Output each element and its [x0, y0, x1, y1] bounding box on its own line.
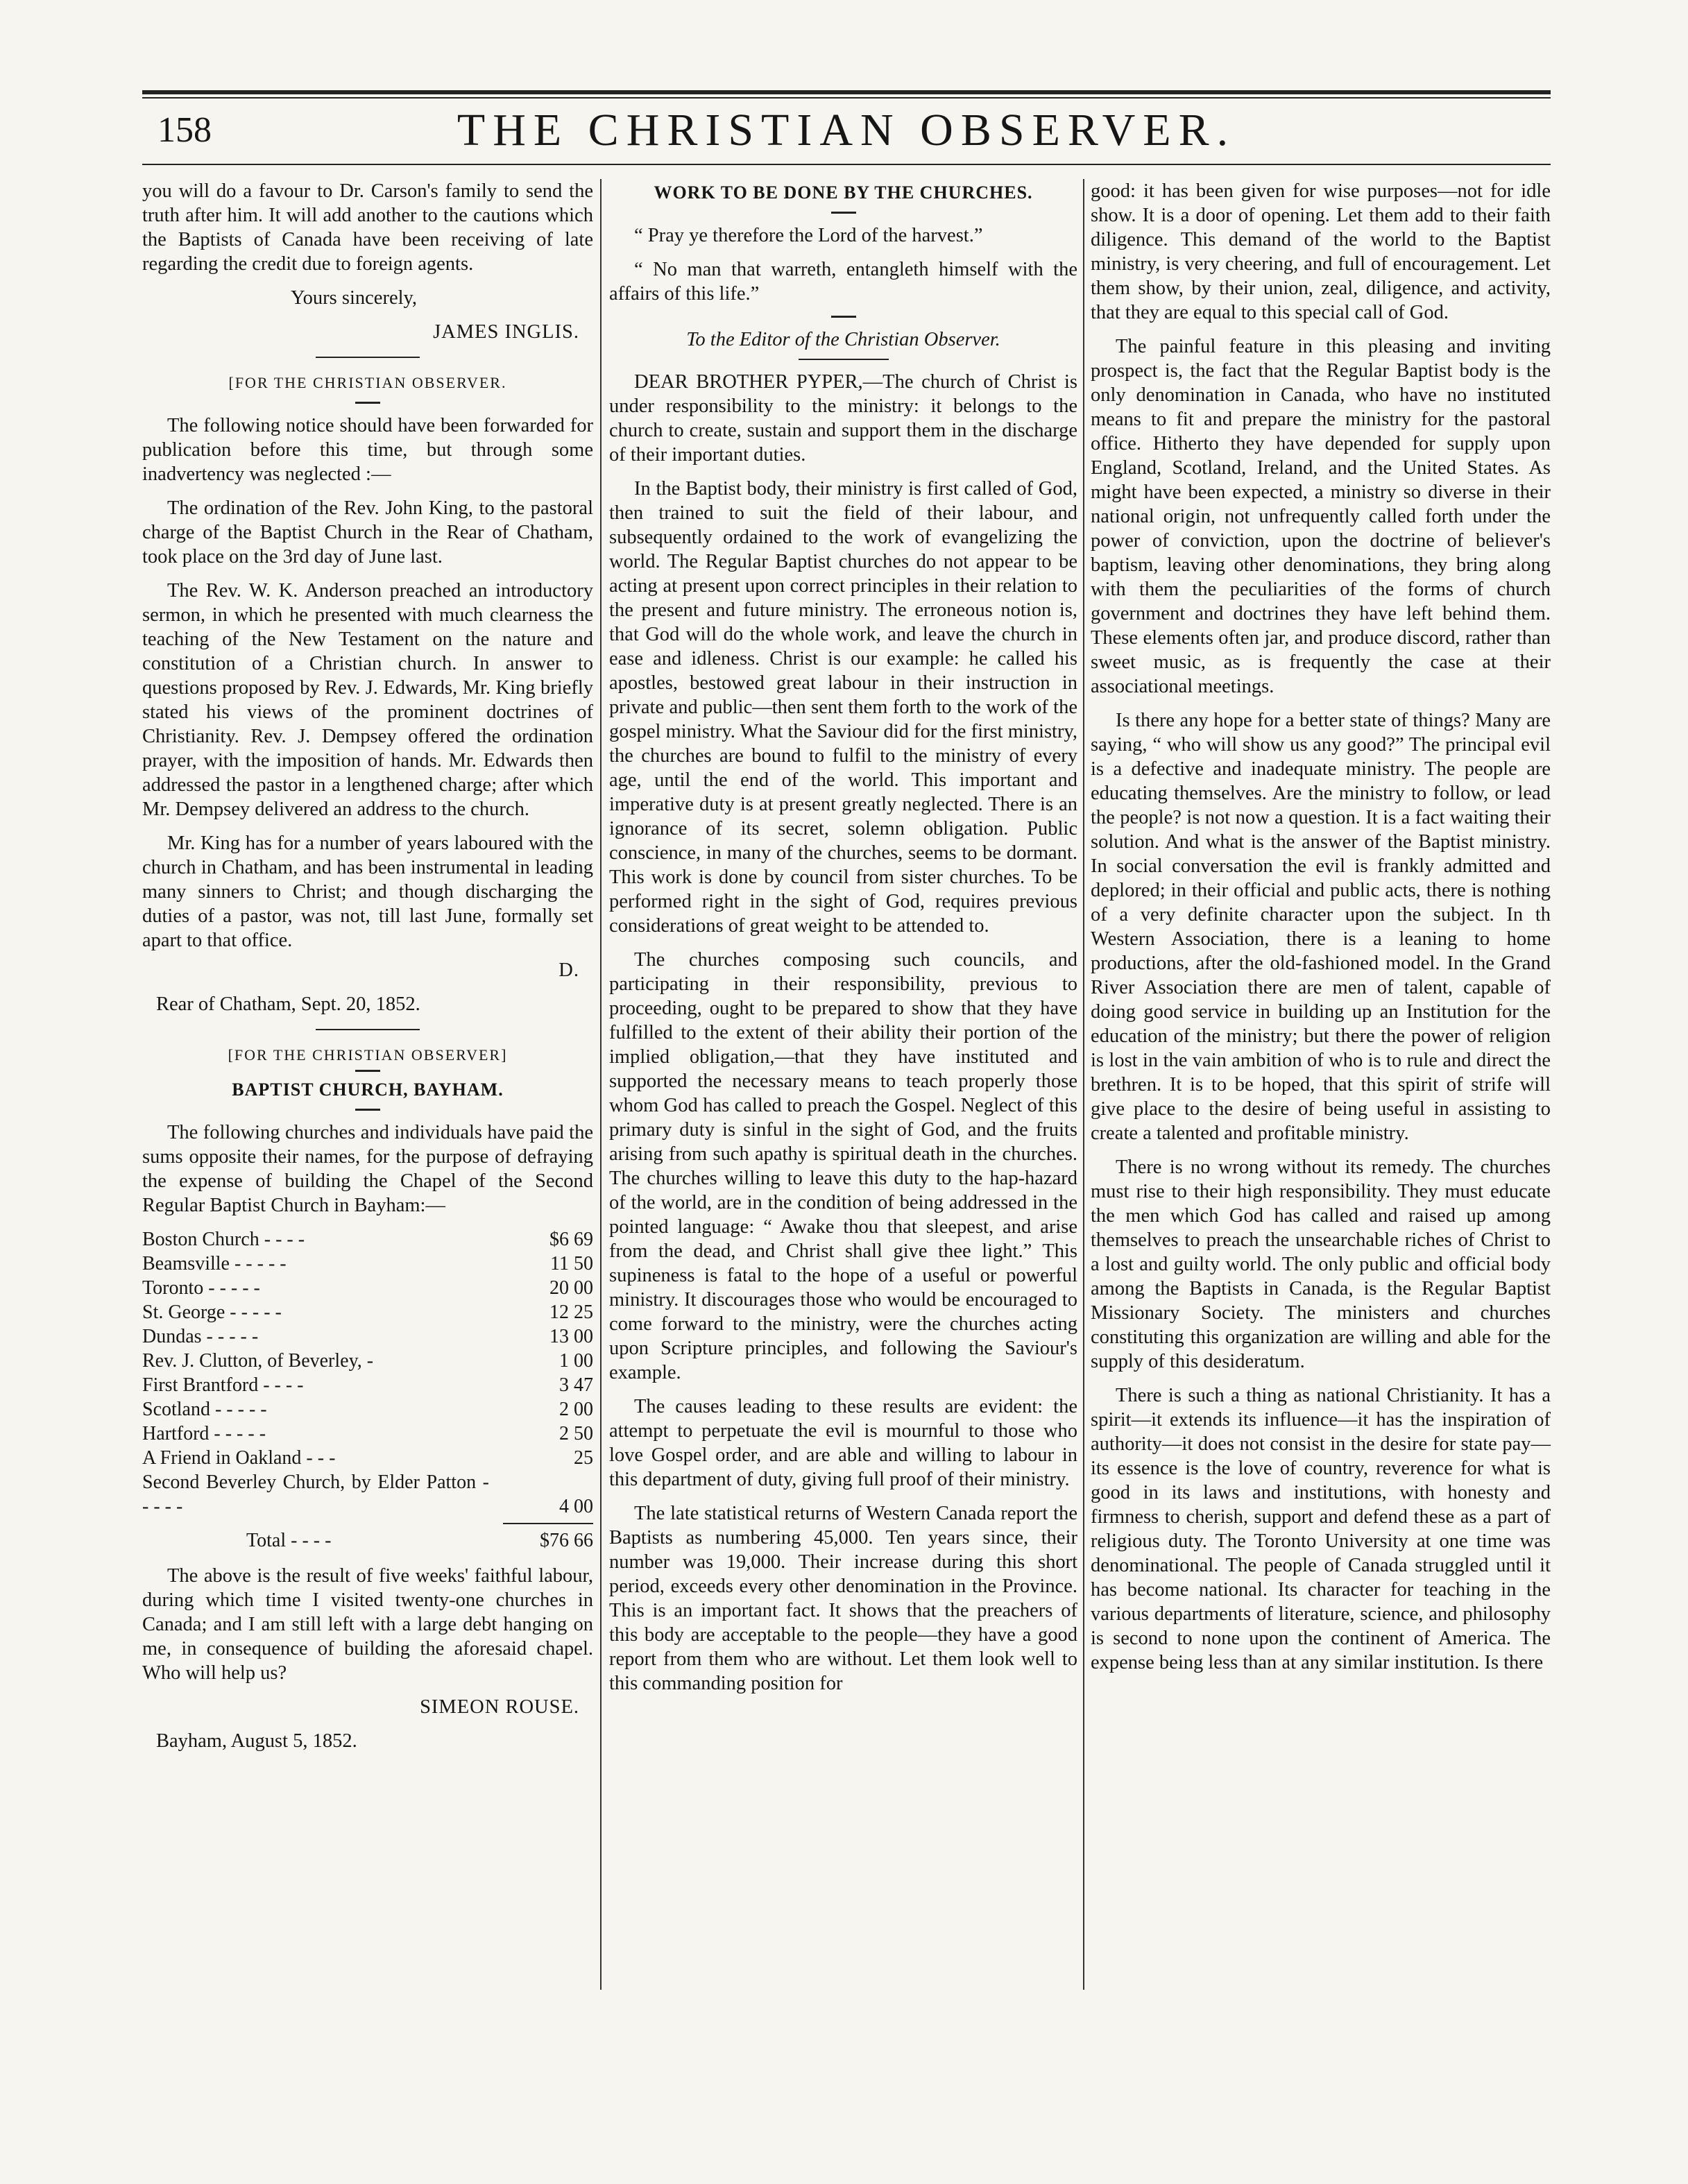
table-row	[142, 1349, 593, 1373]
short-dash	[831, 316, 856, 318]
author-initial: D.	[559, 959, 579, 981]
top-rule-thick	[142, 90, 1551, 94]
table-row	[142, 1276, 593, 1300]
donation-amount: 2 00	[559, 1399, 593, 1420]
article-paragraph: Mr. King has for a number of years laboured with the church in Chatham, and has been instrumental in leading many sinners to Christ; and though discharging the duties of a pastor, was not, till last June, formally set apart to that office.	[142, 833, 593, 951]
article-paragraph: There is no wrong without its remedy. The churches must rise to their high responsibility. They must educate the men which God has called and raised up among themselves to preach the unsearchable riches of Christ to a lost and guilty world. The only public and official body among the Baptists in Canada, is the Regular Baptist Missionary Society. The ministers and churches constituting this organization are willing and able for the supply of this desideratum.	[1091, 1157, 1551, 1372]
table-row	[142, 1397, 593, 1422]
donor-name: Beamsville - - - - -	[142, 1253, 287, 1274]
donor-name: Scotland - - - - -	[142, 1399, 267, 1420]
separator	[316, 1029, 420, 1030]
subscription-table	[142, 1227, 593, 1519]
donor-name: Boston Church - - - -	[142, 1229, 305, 1250]
page-header	[142, 104, 1551, 160]
column-2	[609, 179, 1077, 1705]
table-row	[142, 1422, 593, 1446]
article-paragraph: In the Baptist body, their ministry is first called of God, then trained to suit the field of their labour, and subsequently ordained to the work of evangelizing the world. The Regular Baptist churches do not appear to be acting at present upon correct principles in their relation to the present and future ministry. The erroneous notion is, that God will do the whole work, and leave the church in ease and idleness. Christ is our example: he called his apostles, bestowed great labour in their instruction in private and public—then sent them forth to the work of the gospel ministry. What the Saviour did for the first ministry, the churches are bound to fulfil to the ministry of every age, until the end of the world. This important and imperative duty is at present greatly neglected. There is an ignorance of its secret, solemn obligation. Public conscience, in many of the churches, seems to be dormant. This work is done by council from sister churches. To be performed right in the sight of God, requires previous considerations of great weight to be attended to.	[609, 478, 1077, 937]
epigraph-quote: “ Pray ye therefore the Lord of the harvest.”	[634, 225, 983, 246]
top-rule-thin	[142, 97, 1551, 99]
donor-name: Toronto - - - - -	[142, 1277, 260, 1299]
page-number: 158	[157, 110, 212, 150]
separator	[316, 357, 420, 358]
letter-closing: Yours sincerely,	[290, 287, 418, 309]
donation-amount: 20 00	[549, 1277, 593, 1299]
article-paragraph: The above is the result of five weeks' faithful labour, during which time I visited twenty-one churches in Canada; and I am still left with a large debt hanging on me, in consequence of building the aforesaid chapel. Who will help us?	[142, 1565, 593, 1684]
article-paragraph: The late statistical returns of Western Canada report the Baptists as numbering 45,000. Ten years since, their number was 19,000. Their increase during this short period, exceeds every other denomination in the Province. This is an important fact. It shows that the preachers of this body are acceptable to the people—they have a good report from them who are without. Let them look well to this commanding position for	[609, 1503, 1077, 1694]
donor-name: Second Beverley Church, by Elder Patton - - - - -	[142, 1471, 489, 1517]
donor-name: First Brantford - - - -	[142, 1374, 304, 1396]
donor-name: St. George - - - - -	[142, 1302, 282, 1323]
for-observer-label: [FOR THE CHRISTIAN OBSERVER]	[228, 1046, 508, 1064]
article-paragraph: There is such a thing as national Christianity. It has a spirit—it extends its influence—it has the inspiration of authority—it does not consist in the desire for state pay—its essence is the love of country, reverence for what is good in its laws and institutions, with honesty and firmness to cherish, support and defend these as a part of religious duty. The Toronto University at one time was denominational. The people of Canada struggled until it has become national. Its character for teaching in the various departments of literature, science, and philosophy is second to none upon the continent of America. The expense being less than at any similar institution. Is there	[1091, 1385, 1551, 1673]
table-row	[142, 1227, 593, 1252]
dateline-bayham: Bayham, August 5, 1852.	[156, 1730, 357, 1752]
donor-name: A Friend in Oakland - - -	[142, 1447, 336, 1469]
for-observer-label: [FOR THE CHRISTIAN OBSERVER.	[228, 374, 507, 391]
epigraph-quote: “ No man that warreth, entangleth himself with the affairs of this life.”	[609, 259, 1077, 305]
table-row	[142, 1470, 593, 1519]
column-divider-2	[1083, 179, 1084, 1990]
donor-name: Rev. J. Clutton, of Beverley, -	[142, 1350, 374, 1372]
table-row	[142, 1300, 593, 1324]
signature-rouse: SIMEON ROUSE.	[420, 1696, 579, 1718]
article-paragraph: Is there any hope for a better state of things? Many are saying, “ who will show us any good?” The principal evil is a defective and inadequate ministry. The people are educating themselves. Are the ministry to follow, or lead the people? is not now a question. It is a fact waiting their solution. And what is the answer of the Baptist ministry. In social conversation the evil is frankly admitted and deplored; in their official and public acts, there is nothing of a very definite character upon the subject. In th Western Association, there is a leaning to home productions, after the old-fashioned model. In the Grand River Association there are men of talent, capable of doing good service in building up an Institution for the education of the ministry; but there the power of religion is lost in the vain ambition of who is to rule and direct the brethren. It is to be hoped, that this spirit of strife will give place to the desire of being useful in assisting to create a talented and profitable ministry.	[1091, 710, 1551, 1144]
donation-amount: 12 25	[549, 1302, 593, 1323]
column-1	[142, 179, 593, 1763]
donation-amount: $6 69	[549, 1229, 593, 1250]
donation-amount: 4 00	[559, 1496, 593, 1517]
column-divider-1	[600, 179, 602, 1990]
article-paragraph: The following churches and individuals have paid the sums opposite their names, for the purpose of defraying the expense of building the Chapel of the Second Regular Baptist Church in Bayham:—	[142, 1122, 593, 1216]
header-rule	[142, 164, 1551, 165]
article-paragraph: The following notice should have been forwarded for publication before this time, but through some inadvertency was neglected :—	[142, 415, 593, 485]
donation-amount: 2 50	[559, 1423, 593, 1444]
table-row	[142, 1373, 593, 1397]
short-dash	[355, 1109, 380, 1111]
total-rule	[503, 1523, 593, 1524]
short-dash	[355, 1070, 380, 1072]
donation-amount: 13 00	[549, 1326, 593, 1347]
letter-ending: you will do a favour to Dr. Carson's family to send the truth after him. It will add another to the cautions which the Baptists of Canada have been receiving of late regarding the credit due to foreign agents.	[142, 180, 593, 275]
donation-amount: 11 50	[550, 1253, 593, 1274]
table-row	[142, 1446, 593, 1470]
table-row	[142, 1252, 593, 1276]
donation-amount: 3 47	[559, 1374, 593, 1396]
donation-amount: 1 00	[559, 1350, 593, 1372]
table-row	[142, 1324, 593, 1349]
total-amount: $76 66	[540, 1530, 593, 1551]
masthead-title: THE CHRISTIAN OBSERVER.	[457, 105, 1236, 155]
column-3	[1091, 179, 1551, 1684]
article-paragraph: The causes leading to these results are evident: the attempt to perpetuate the evil is mournful to those who love Gospel order, and are able and willing to labour in this department of duty, giving full proof of their ministry.	[609, 1396, 1077, 1490]
short-dash	[831, 212, 856, 214]
article-paragraph: The churches composing such councils, and participating in their responsibility, previous to proceeding, ought to be prepared to show that they have fulfilled to the extent of their ability their portion of the implied obligation,—that they have instituted and supported the necessary means to teach properly those whom God has called to preach the Gospel. Neglect of this primary duty is sinful in the sight of God, and the fruits arising from such apathy is spiritual death in the churches. The churches willing to leave this duty to the hap-hazard of the world, are in the condition of being addressed in the pointed language: “ Awake thou that sleepest, and arise from the dead, and Christ shall give thee light.” This supineness is fatal to the hope of a useful or powerful ministry. It discourages those who would be encouraged to come forward to the ministry, were the churches acting upon Scripture principles, and following the Saviour's example.	[609, 949, 1077, 1383]
total-label: Total - - - -	[246, 1530, 332, 1551]
signature-inglis: JAMES INGLIS.	[433, 321, 579, 343]
article-paragraph: DEAR BROTHER PYPER,—The church of Christ is under responsibility to the ministry: it belongs to the church to create, sustain and support them in the discharge of their important duties.	[609, 371, 1077, 466]
total-row	[142, 1528, 593, 1553]
separator	[799, 359, 889, 360]
donor-name: Dundas - - - - -	[142, 1326, 259, 1347]
article-heading: BAPTIST CHURCH, BAYHAM.	[232, 1080, 504, 1100]
article-paragraph: The ordination of the Rev. John King, to the pastoral charge of the Baptist Church in the Rear of Chatham, took place on the 3rd day of June last.	[142, 497, 593, 568]
dateline-chatham: Rear of Chatham, Sept. 20, 1852.	[156, 993, 420, 1015]
article-heading: WORK TO BE DONE BY THE CHURCHES.	[654, 182, 1033, 203]
short-dash	[355, 402, 380, 404]
to-editor-line: To the Editor of the Christian Observer.	[686, 329, 1000, 350]
article-paragraph: The Rev. W. K. Anderson preached an introductory sermon, in which he presented with much clearness the teaching of the New Testament on the nature and constitution of a Christian church. In answer to questions proposed by Rev. J. Edwards, Mr. King briefly stated his views of the prominent doctrines of Christianity. Rev. J. Dempsey offered the ordination prayer, with the imposition of hands. Mr. Edwards then addressed the pastor in a lengthened charge; after which Mr. Dempsey delivered an address to the church.	[142, 580, 593, 820]
donation-amount: 25	[574, 1447, 593, 1469]
donor-name: Hartford - - - - -	[142, 1423, 266, 1444]
article-paragraph: good: it has been given for wise purposes—not for idle show. It is a door of opening. Let them add to their faith diligence. This demand of the world to the Baptist ministry, is very cheering, and full of encouragement. Let them show, by their union, zeal, diligence, and activity, that they are equal to this special call of God.	[1091, 180, 1551, 323]
article-paragraph: The painful feature in this pleasing and inviting prospect is, the fact that the Regular Baptist body is the only denomination in Canada, who have no instituted means to fit and prepare the ministry for the pastoral office. Hitherto they have depended for supply upon England, Scotland, Ireland, and the United States. As might have been expected, a ministry so diverse in their national origin, not unfrequently called forth under the power of conviction, upon the doctrine of believer's baptism, leaving other denominations, they bring along with them the peculiarities of the forms of church government and doctrines they have left behind them. These elements often jar, and produce discord, rather than sweet music, as is frequently the case at their associational meetings.	[1091, 336, 1551, 697]
total-table	[142, 1528, 593, 1553]
